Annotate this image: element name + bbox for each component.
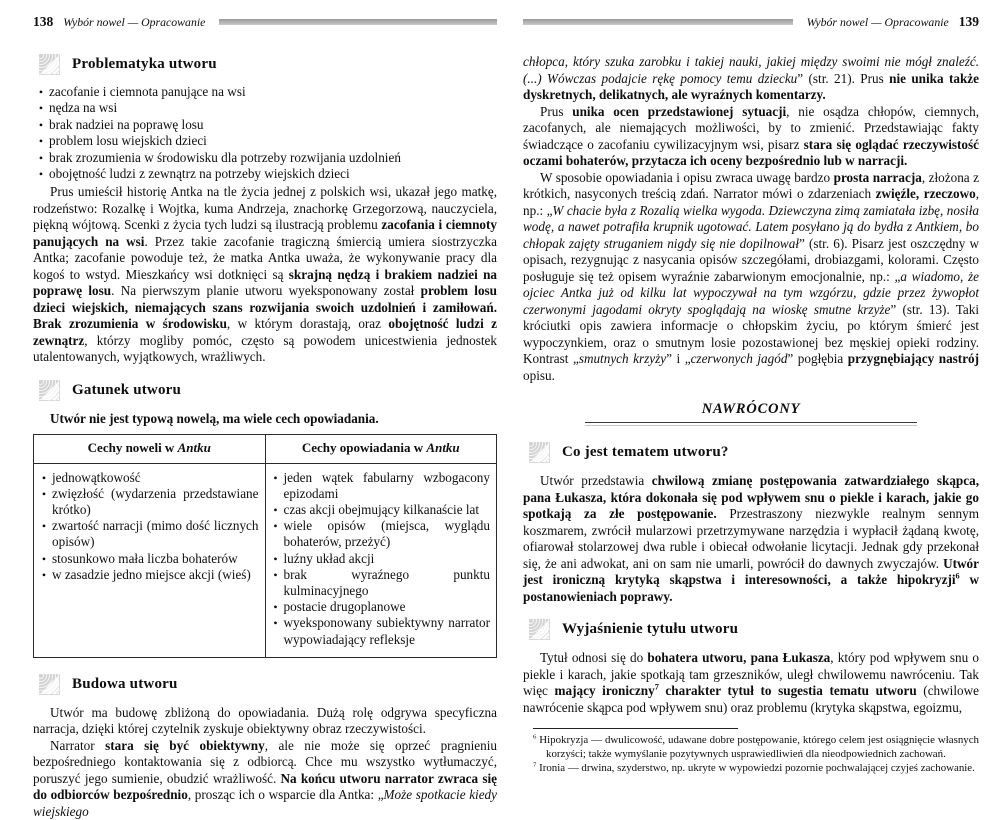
bullet-marker: •: [273, 551, 278, 566]
section-heading-tytul: [529, 619, 979, 640]
paragraph: Narrator stara się być obiektywny, ale nie może się oprzeć pragnieniu bezpośredniego kontaktowania się z odbiorcą. Chce mu wszystko wytłumaczyć, poruszyć jego sumienie, obudzić wrażliwość. Na końcu utworu narrator zwraca się do odbiorców bezpośrednio, prosząc ich o wsparcie dla Antka: „Może spotkacie kiedy wiejskiego: [33, 737, 498, 819]
footnotes-block: [523, 728, 979, 775]
page-header: [33, 14, 497, 30]
list-item: [36, 486, 259, 518]
bullet-marker: •: [41, 486, 47, 501]
list-item-text: wyeksponowany subiektywny narrator wypowiadający refleksje: [283, 615, 490, 647]
bullet-marker: •: [38, 134, 44, 149]
table-cell-nowela: [34, 464, 266, 657]
list-item: [33, 150, 497, 166]
nowela-features-list: [36, 470, 259, 583]
bullet-marker: •: [41, 567, 47, 582]
table-cell-opowiadanie: [266, 464, 497, 657]
section-title: Co jest tematem utworu?: [562, 444, 729, 460]
section-heading-problematyka: [39, 54, 497, 75]
chapter-title: NAWRÓCONY: [701, 401, 801, 417]
bullet-marker: •: [273, 600, 278, 615]
list-item-text: obojętność ludzi z zewnątrz na potrzeby wiejskich dzieci: [49, 166, 350, 182]
header-rule-bar: [219, 19, 497, 25]
running-title: Wybór nowel — Opracowanie: [806, 14, 949, 29]
section-title: Wyjaśnienie tytułu utworu: [562, 621, 739, 637]
list-item-text: w zasadzie jedno miejsce akcji (wieś): [52, 566, 251, 582]
section-heading-gatunek: [39, 380, 497, 401]
table-intro: Utwór nie jest typową nowelą, ma wiele cech opowiadania.: [50, 410, 379, 426]
list-item-text: brak nadziei na poprawę losu: [49, 116, 204, 132]
page-header: [523, 14, 979, 30]
bullet-marker: •: [273, 503, 278, 518]
shell-section-icon: [39, 380, 60, 401]
table-header-cell: Cechy opowiadania w Antku: [301, 440, 460, 456]
shell-section-icon: [39, 54, 60, 75]
list-item-text: wiele opisów (miejsca, wyglądu bohaterów, przeżyć): [283, 518, 490, 550]
section-heading-budowa: [39, 674, 497, 695]
bullet-marker: •: [273, 519, 278, 534]
bullet-marker: •: [38, 150, 44, 165]
list-item-text: brak wyraźnego punktu kulminacyjnego: [283, 566, 490, 599]
list-item-text: nędza na wsi: [49, 100, 118, 116]
paragraph: Tytuł odnosi się do bohatera utworu, pana Łukasza, który pod wpływem snu o piekle i karach, jakie spotkają tam grzeszników, uległ chwilowemu nawróceniu. Tak więc mający ironiczny$^7$ charakter tytuł to sugestia tematu utworu (chwilowe nawrócenie skąpca pod wpływem snu) oraz problemu (krytyka skąpstwa, egoizmu,: [523, 650, 979, 715]
list-item-text: postacie drugoplanowe: [283, 599, 406, 615]
footnote: $^7$ Ironia — drwina, szyderstwo, np. ukryte w wypowiedzi pozornie pochwalającej czyjeś zachowanie.: [533, 760, 975, 774]
chapter-heading-nawrocony: [523, 401, 979, 426]
list-item: [33, 117, 497, 133]
opowiadanie-features-list: [268, 470, 491, 648]
list-item: [33, 166, 497, 182]
paragraph: Utwór ma budowę zbliżoną do opowiadania. Dużą rolę odgrywa specyficzna narracja, dzięki której czytelnik zyskuje obiektywny obraz rzeczywistości.: [33, 704, 497, 737]
bullet-marker: •: [41, 519, 47, 534]
paragraph: Utwór przedstawia chwilową zmianę postępowania zatwardziałego skąpca, pana Łukasza, która dokonała się pod wpływem snu o piekle i karach, jakie go spotkają za złe postępowanie. Przestraszony niezwykle realnym sennym koszmarem, zwrócił mularzowi przetrzymywane narzędzia i wypłacił żądaną kwotę, ofiarował stolarzowej dwa ruble i obiecał odwołanie licytacji. Jednak gdy przekonał się, że ani adwokat, ani on sam nie umarli, powrócił do dawnych zwyczajów. Utwór jest ironiczną krytyką skąpstwa i interesowności, a także hipokryzji$^6$ w postanowieniach poprawy.: [523, 473, 980, 604]
bullet-marker: •: [41, 470, 47, 485]
table-header-row: [34, 435, 496, 463]
bullet-marker: •: [273, 616, 278, 631]
paragraph: Prus umieścił historię Antka na tle życia jednej z polskich wsi, ukazał jego matkę, rodzeństwo: Rozalkę i Wojtka, kuma Andrzeja, znachorkę Grzegorzową, nauczyciela, piękną wójtową. Scenki z życia tych ludzi są ilustracją problemu zacofania i ciemnoty panujących na wsi. Przez takie zacofanie tragiczną śmiercią umiera siostrzyczka Antka; zacofanie powoduje też, że matka Antka uważa, że wykonywanie pracy dla kogoś to wstyd. Mieszkańcy wsi dotknięci są skrajną nędzą i brakiem nadziei na poprawę losu. Na pierwszym planie utworu wyeksponowany został problem losu dzieci wiejskich, niemających szans rozwijania swoich uzdolnień i zamiłowań. Brak zrozumienia w środowisku, w którym dorastają, oraz obojętność ludzi z zewnątrz, którzy mogliby pomóc, często są powodem unicestwienia jednostek utalentowanych, wyjątkowych, wrażliwych.: [33, 184, 498, 365]
list-item: [268, 518, 491, 550]
list-item: [268, 567, 491, 599]
list-item-text: brak zrozumienia w środowisku dla potrzeby rozwijania uzdolnień: [49, 149, 401, 165]
list-item: [36, 470, 259, 486]
bullet-marker: •: [41, 551, 47, 566]
list-item: [36, 518, 259, 550]
page-number: 139: [958, 14, 979, 29]
list-item-text: stosunkowo mała liczba bohaterów: [52, 550, 238, 566]
list-item-text: czas akcji obejmujący kilkanaście lat: [283, 502, 480, 518]
list-item-text: zwięzłość (wydarzenia przedstawiane krótko): [52, 485, 259, 518]
list-item: [268, 551, 491, 567]
shell-section-icon: [529, 619, 550, 640]
paragraph: W sposobie opowiadania i opisu zwraca uwagę bardzo prosta narracja, złożona z krótkich, nasyconych treścią zdań. Narrator mówi o zdarzeniach zwięźle, rzeczowo, np.: „W chacie była z Rozalią wielka wygoda. Dziewczyna zimą zamiatała izbę, nosiła wodę, a nawet potrafiła krupnik ugotować. Latem posyłano ją do bydła z Antkiem, bo chłopak zajęty struganiem nigdy się nie dopilnował” (str. 6). Pisarz jest oszczędny w opisach, rezygnując z nasycania opisów szczegółami, drobiazgami, kolorami. Często posługuje się też opisem wyraźnie zabarwionym emocjonalnie, np.: „a wiadomo, że ojciec Antka już od kilku lat wypoczywał na tym wzgórzu, gdzie przez żywopłot czerwonymi jagodami okryty spoglądają na wioskę smutne krzyże” (str. 13). Taki króciutki opis zawiera informacje o chłopskim życiu, po którym śmierć jest wypoczynkiem, oraz o smutnym losie pozostawionej bez męskiej opieki rodziny. Kontrast „smutnych krzyży” i „czerwonych jagód” pogłębia przygnębiający nastrój opisu.: [523, 169, 980, 383]
problems-bullet-list: [33, 84, 497, 182]
list-item: [33, 100, 497, 116]
table-body-row: [34, 464, 496, 657]
section-title: Problematyka utworu: [72, 56, 217, 72]
list-item-text: zacofanie i ciemnota panujące na wsi: [49, 84, 246, 99]
bullet-marker: •: [38, 101, 44, 116]
list-item-text: jeden wątek fabularny wzbogacony epizodami: [283, 469, 490, 501]
list-item: [268, 599, 491, 615]
paragraph-continuation: chłopca, który szuka zarobku i takiej nauki, jakiej między swoimi nie mógł znaleźć. (...) Wówczas podajcie rękę pomocy temu dziecku” (str. 21). Prus nie unika także dyskretnych, delikatnych, ale wyraźnych komentarzy.: [523, 54, 979, 102]
bullet-marker: •: [38, 167, 44, 182]
table-header-cell: Cechy noweli w Antku: [34, 435, 266, 462]
bullet-marker: •: [38, 117, 44, 132]
list-item-text: zwartość narracji (mimo dość licznych opisów): [52, 518, 259, 550]
page-139: [523, 14, 979, 775]
footnote: $^6$ Hipokryzja — dwulicowość, udawane dobre postępowanie, którego celem jest osiągnięcie własnych korzyści; także wymyślanie pozytywnych usprawiedliwień dla nieodpowiednich zachowań.: [533, 733, 979, 760]
list-item: [36, 567, 259, 583]
list-item: [33, 84, 497, 100]
list-item: [268, 502, 491, 518]
chapter-rule: [585, 422, 918, 426]
list-item: [33, 133, 497, 149]
list-item: [268, 615, 491, 647]
bullet-marker: •: [273, 470, 278, 485]
comparison-table: [33, 434, 497, 657]
shell-section-icon: [529, 442, 550, 463]
list-item-text: problem losu wiejskich dzieci: [49, 133, 207, 149]
section-title: Budowa utworu: [72, 675, 178, 692]
section-heading-temat: [529, 442, 979, 463]
bullet-marker: •: [273, 567, 278, 582]
list-item: [36, 551, 259, 567]
page-number: 138: [33, 14, 54, 29]
paragraph: Prus unika ocen przedstawionej sytuacji, nie osądza chłopów, ciemnych, zacofanych, ale niemających możliwości, by to zmienić. Przedstawiając fakty świadczące o zacofaniu cywilizacyjnym wsi, pisarz stara się oglądać rzeczywistość oczami bohaterów, przytacza ich oceny bezpośrednio lub w narracji.: [523, 103, 980, 168]
shell-section-icon: [39, 674, 60, 695]
list-item-text: jednowątkowość: [52, 469, 141, 485]
section-title: Gatunek utworu: [72, 381, 182, 398]
running-title: Wybór nowel — Opracowanie: [63, 14, 206, 29]
list-item-text: luźny układ akcji: [283, 550, 375, 566]
list-item: [268, 470, 491, 502]
footnote-separator-rule: [533, 728, 738, 729]
page-138: [33, 14, 497, 820]
header-rule-bar: [523, 19, 793, 25]
bullet-marker: •: [38, 85, 44, 99]
